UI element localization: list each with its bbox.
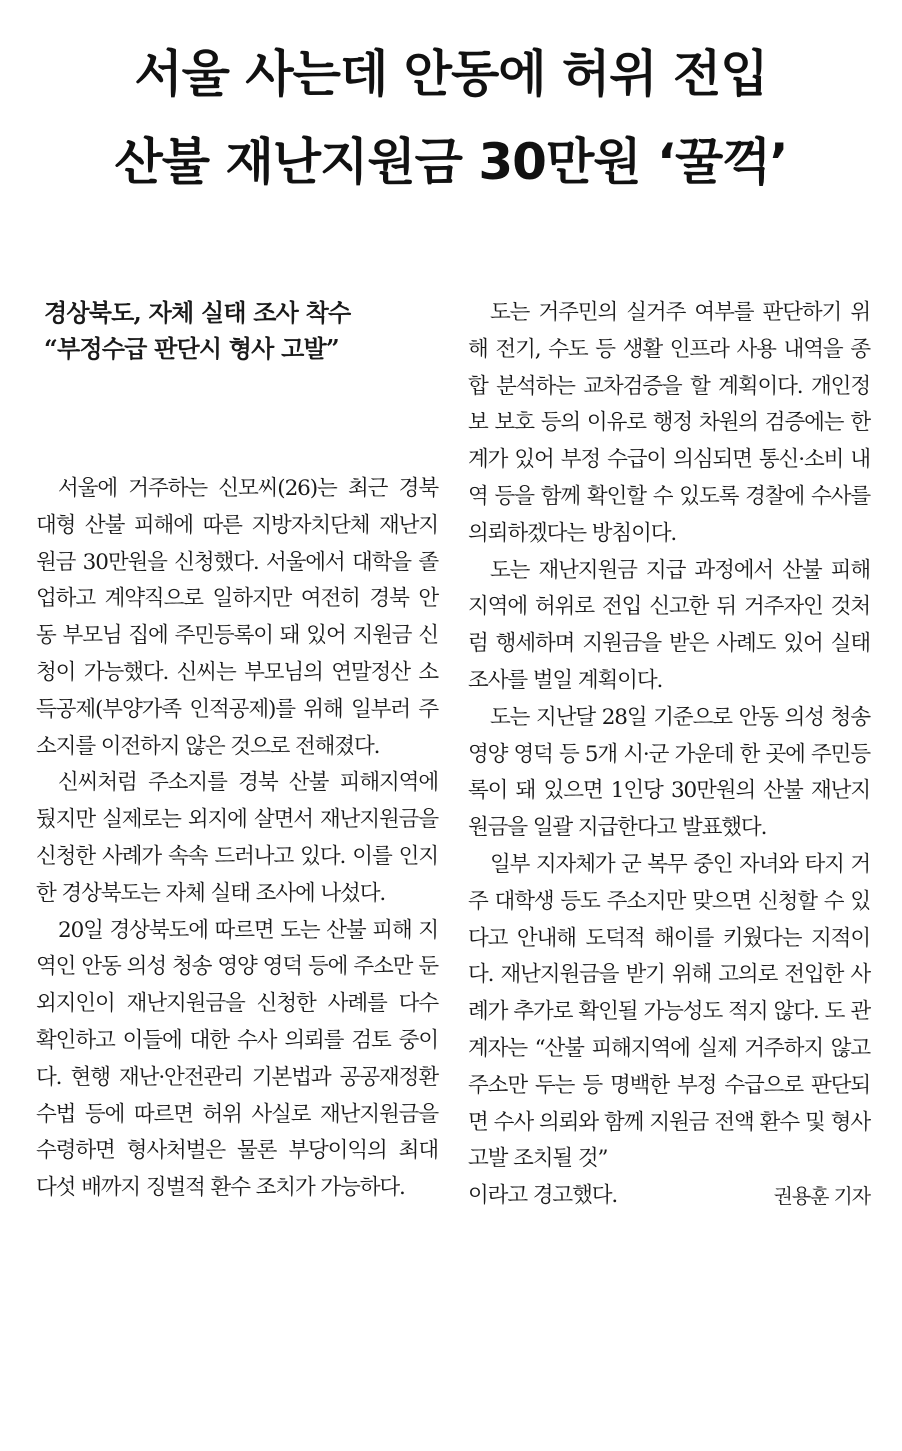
left-column — [36, 295, 438, 1207]
right-column — [468, 295, 870, 1215]
subheadline — [44, 295, 438, 367]
body-paragraph: 도는 거주민의 실거주 여부를 판단하기 위해 전기, 수도 등 생활 인프라 사용 내역을 종합 분석하는 교차검증을 할 계획이다. 개인정보 보호 등의 이유로 행정 차원의 검증에는 한계가 있어 부정 수급이 의심되면 통신·소비 내역 등을 함께 확인할 수 있도록 경찰에 수사를 의뢰하겠다는 방침이다. — [468, 300, 870, 546]
closing-text: 이라고 경고했다. — [468, 1183, 618, 1209]
subheadline-line-2: “부정수급 판단시 형사 고발” — [44, 334, 339, 363]
body-paragraph: 신씨처럼 주소지를 경북 산불 피해지역에 뒀지만 실제로는 외지에 살면서 재난지원금을 신청한 사례가 속속 드러나고 있다. 이를 인지한 경상북도는 자체 실태 조사에 나섰다. — [36, 770, 438, 906]
headline-line-1: 서울 사는데 안동에 허위 전입 — [134, 45, 768, 103]
body-paragraph: 20일 경상북도에 따르면 도는 산불 피해 지역인 안동 의성 청송 영양 영덕 등에 주소만 둔 외지인이 재난지원금을 신청한 사례를 다수 확인하고 이들에 대한 수사 의뢰를 검토 중이다. 현행 재난·안전관리 기본법과 공공재정환수법 등에 따르면 허위 사실로 재난지원금을 수령하면 형사처벌은 물론 부당이익의 최대 다섯 배까지 징벌적 환수 조치가 가능하다. — [36, 917, 438, 1201]
subheadline-line-1: 경상북도, 자체 실태 조사 착수 — [44, 298, 351, 327]
body-paragraph: 도는 재난지원금 지급 과정에서 산불 피해 지역에 허위로 전입 신고한 뒤 거주자인 것처럼 행세하며 지원금을 받은 사례도 있어 실태 조사를 벌일 계획이다. — [468, 557, 870, 693]
body-paragraph: 서울에 거주하는 신모씨(26)는 최근 경북 대형 산불 피해에 따른 지방자치단체 재난지원금 30만원을 신청했다. 서울에서 대학을 졸업하고 계약직으로 일하지만 여전히 경북 안동 부모님 집에 주민등록이 돼 있어 지원금 신청이 가능했다. 신씨는 부모님의 연말정산 소득공제(부양가족 인적공제)를 위해 일부러 주소지를 이전하지 않은 것으로 전해졌다. — [36, 476, 438, 759]
closing-line — [468, 1178, 870, 1215]
body-paragraph: 도는 지난달 28일 기준으로 안동 의성 청송 영양 영덕 등 5개 시·군 가운데 한 곳에 주민등록이 돼 있으면 1인당 30만원의 산불 재난지원금을 일괄 지급한다고 발표했다. — [468, 704, 870, 841]
headline-line-2: 산불 재난지원금 30만원 ‘꿀꺽’ — [114, 133, 788, 191]
body-paragraph-last: 일부 지자체가 군 복무 중인 자녀와 타지 거주 대학생 등도 주소지만 맞으면 신청할 수 있다고 안내해 도덕적 해이를 키웠다는 지적이다. 재난지원금을 받기 위해 고의로 전입한 사례가 추가로 확인될 가능성도 적지 않다. 도 관계자는 “산불 피해지역에 실제 거주하지 않고 주소만 두는 등 명백한 부정 수급으로 판단되면 수사 의뢰와 함께 지원금 전액 환수 및 형사 고발 조치될 것” — [468, 851, 870, 1172]
byline: 권용훈 기자 — [773, 1184, 870, 1209]
headline — [0, 30, 902, 206]
